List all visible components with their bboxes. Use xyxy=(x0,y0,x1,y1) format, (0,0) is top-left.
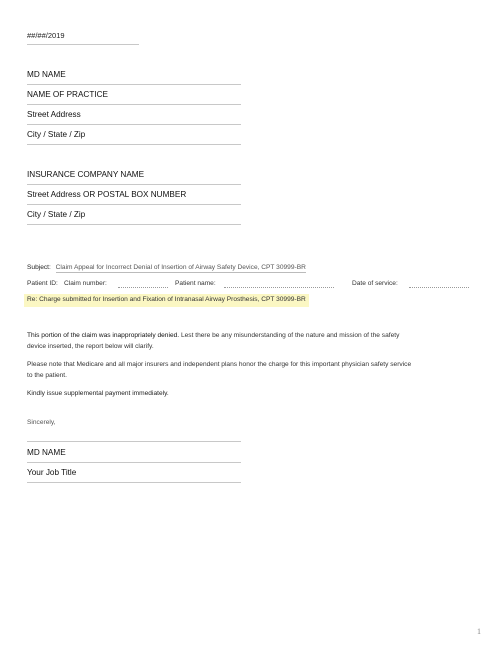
paragraph-denial-lead: This portion of the claim was inappropriately denied. xyxy=(27,332,180,339)
rule xyxy=(27,84,241,85)
date-of-service-dots xyxy=(409,287,469,288)
sender-md-name: MD NAME xyxy=(27,70,66,79)
signature-rule xyxy=(27,441,241,442)
patient-id-label: Patient ID: xyxy=(27,280,58,287)
rule xyxy=(27,224,241,225)
sender-street: Street Address xyxy=(27,110,81,119)
subject-text: Claim Appeal for Incorrect Denial of Insertion of Airway Safety Device, CPT 30999-BR xyxy=(55,264,306,271)
letter-date: ##/##/2019 xyxy=(27,31,65,40)
re-line: Re: Charge submitted for Insertion and Fixation of Intranasal Airway Prosthesis, CPT 30999-BR xyxy=(24,294,309,307)
subject-label: Subject: xyxy=(27,264,51,271)
page-number: 1 xyxy=(477,627,481,636)
closing-md-name: MD NAME xyxy=(27,448,66,457)
paragraph-payment: Kindly issue supplemental payment immediately. xyxy=(27,390,169,397)
claim-number-label: Claim number: xyxy=(64,280,107,287)
rule xyxy=(27,204,241,205)
sender-city: City / State / Zip xyxy=(27,130,86,139)
sincerely: Sincerely, xyxy=(27,419,56,426)
paragraph-denial-rest: Lest there be any misunderstanding of the nature and mission of the safety device inserted, the report below will clarify. xyxy=(27,332,400,350)
insurer-city: City / State / Zip xyxy=(27,210,86,219)
paragraph-medicare: Please note that Medicare and all major insurers and independent plans honor the charge for this important physician safety service to the patient. xyxy=(27,361,412,379)
sender-practice: NAME OF PRACTICE xyxy=(27,90,108,99)
closing-job-title: Your Job Title xyxy=(27,468,77,477)
paragraph-denial xyxy=(27,331,407,352)
rule xyxy=(27,124,241,125)
insurer-name: INSURANCE COMPANY NAME xyxy=(27,170,145,179)
claim-number-dots xyxy=(118,287,168,288)
insurer-street: Street Address OR POSTAL BOX NUMBER xyxy=(27,190,187,199)
patient-name-label: Patient name: xyxy=(175,280,216,287)
rule xyxy=(27,482,241,483)
rule xyxy=(27,144,241,145)
date-of-service-label: Date of service: xyxy=(352,280,398,287)
subject-line xyxy=(27,263,306,274)
date-rule xyxy=(27,44,139,45)
rule xyxy=(27,104,241,105)
rule xyxy=(27,462,241,463)
rule xyxy=(27,184,241,185)
patient-name-dots xyxy=(224,287,334,288)
